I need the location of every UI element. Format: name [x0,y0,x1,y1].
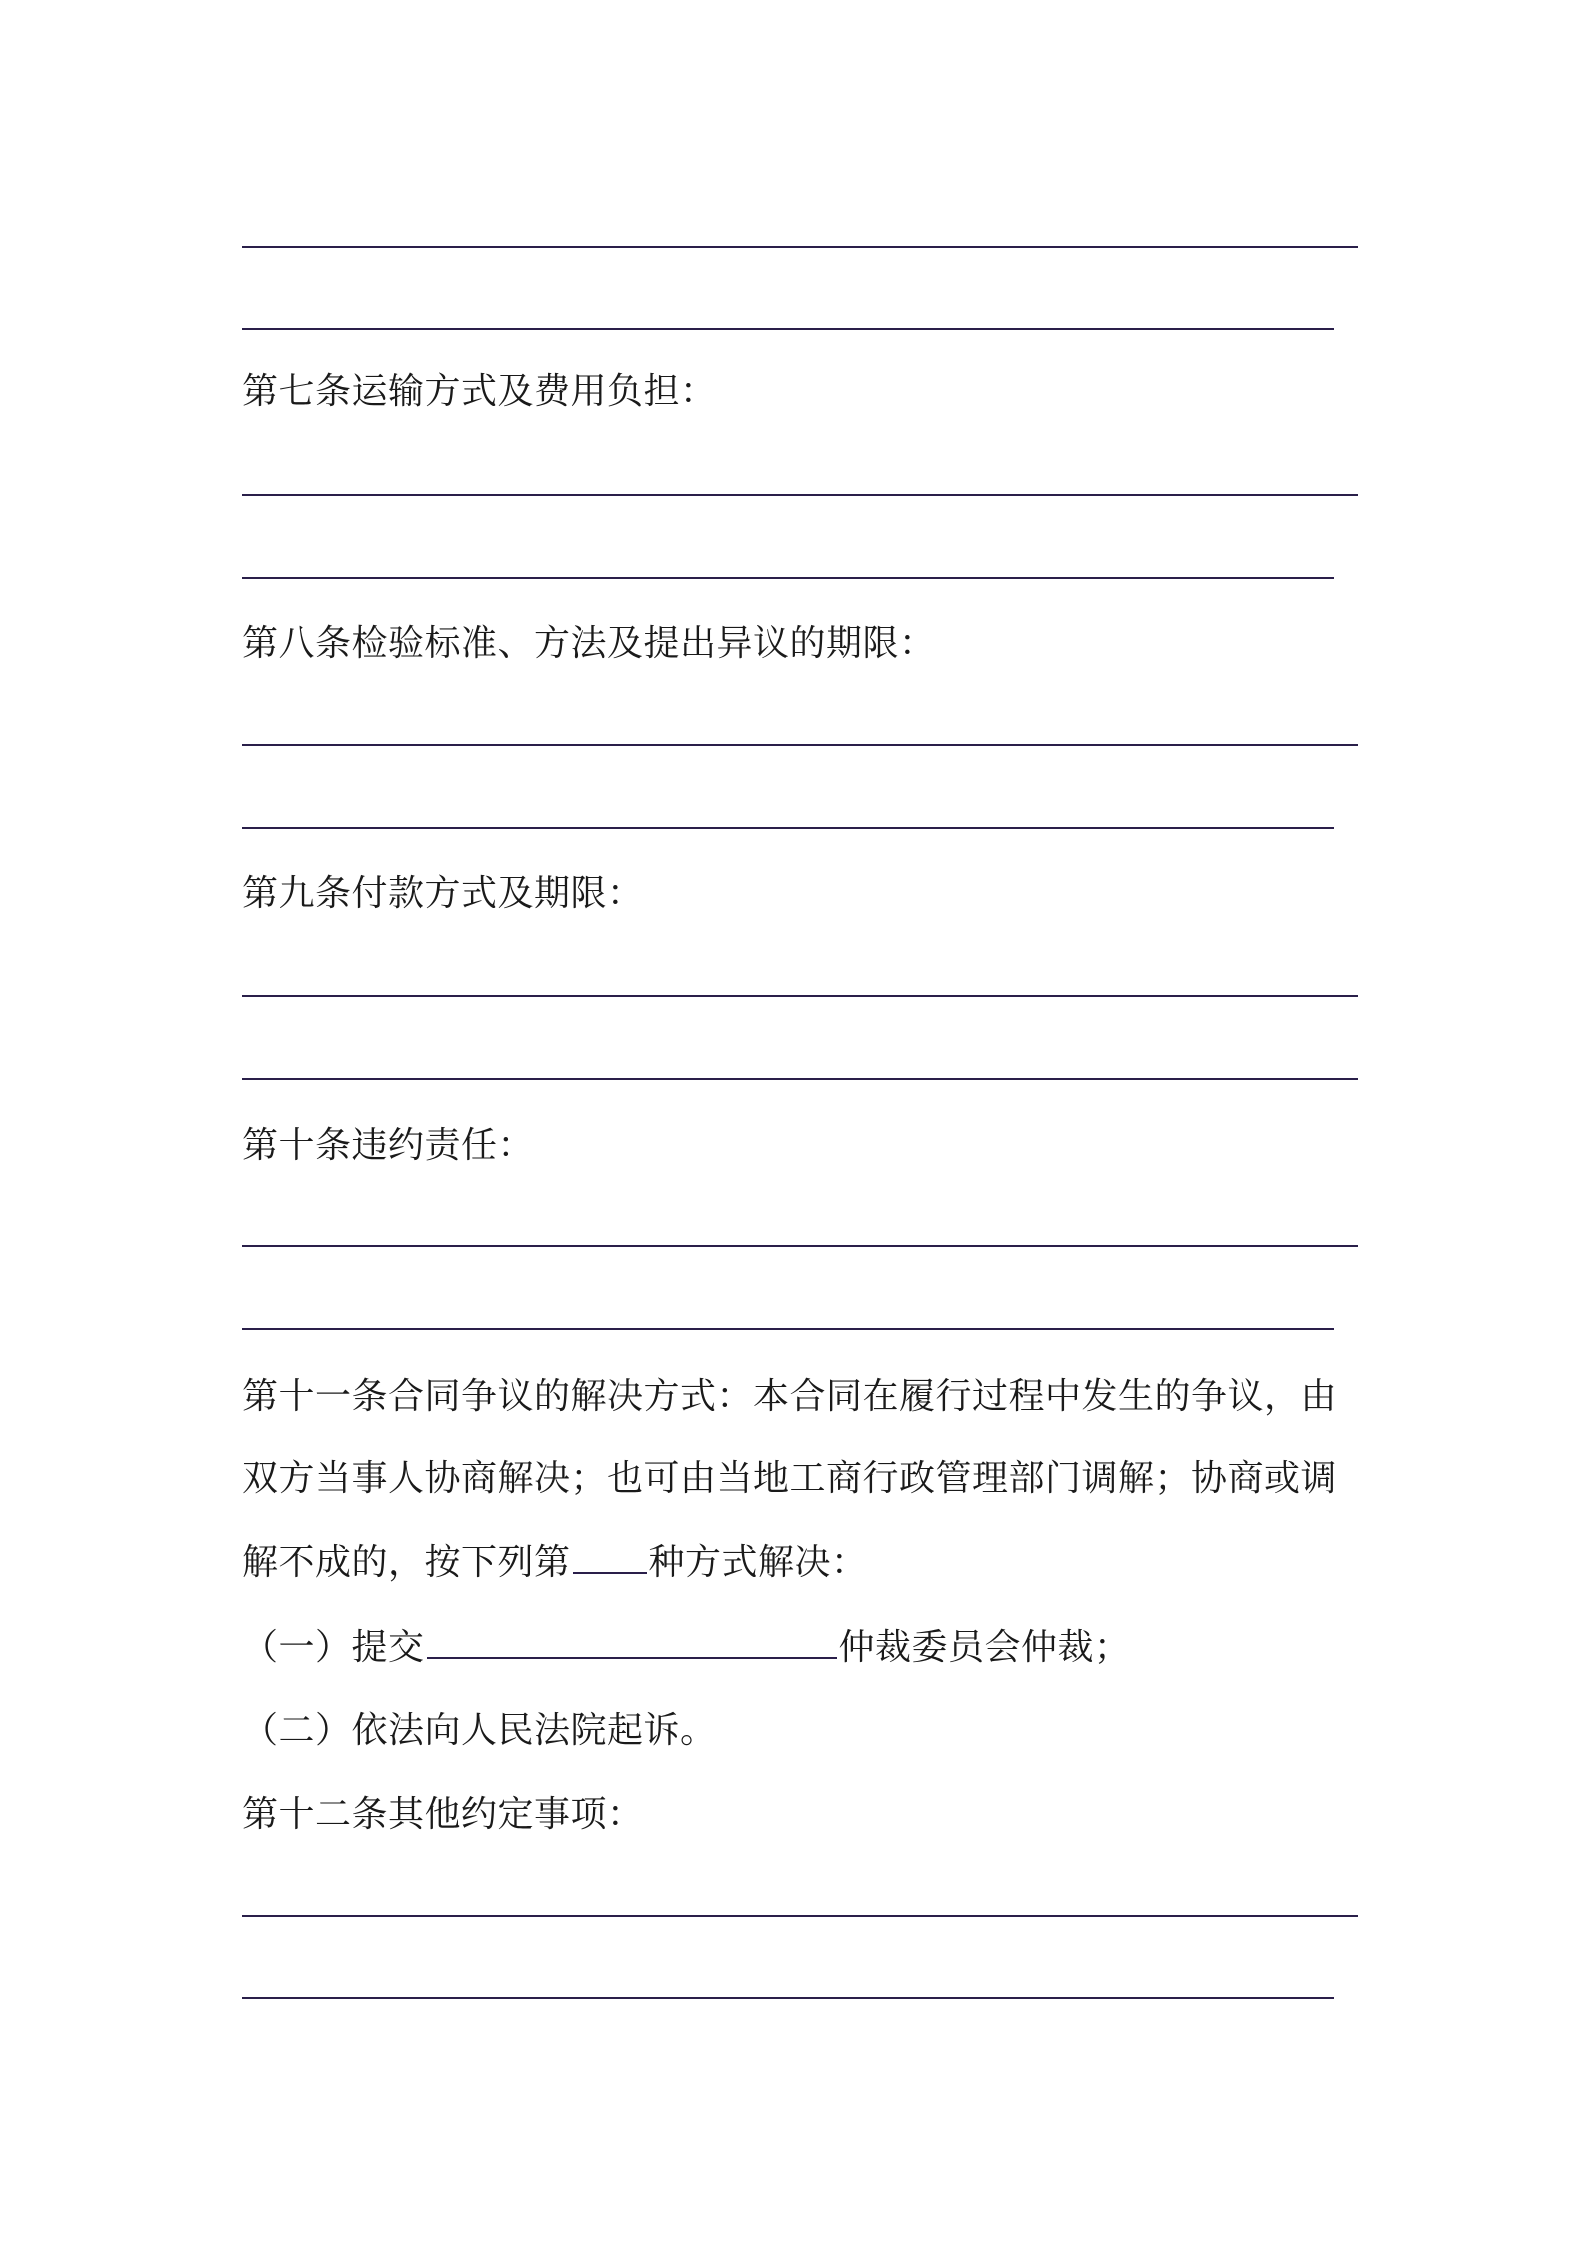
article-11-line-3 [242,1542,868,1583]
option-1 [242,1627,1131,1668]
article-11-line-1: 第十一条合同争议的解决方式：本合同在履行过程中发生的争议，由 [242,1376,1338,1417]
blank-line[interactable] [242,328,1334,330]
option-1-before: （一）提交 [242,1627,425,1668]
choice-number-blank[interactable] [573,1542,647,1574]
article-9-heading: 第九条付款方式及期限： [242,873,644,914]
article-10-heading: 第十条违约责任： [242,1125,535,1166]
blank-line[interactable] [242,1078,1358,1080]
article-8-heading: 第八条检验标准、方法及提出异议的期限： [242,623,936,664]
blank-line[interactable] [242,1997,1334,1999]
blank-line[interactable] [242,1915,1358,1917]
blank-line[interactable] [242,1245,1358,1247]
blank-line[interactable] [242,577,1334,579]
option-1-after: 仲裁委员会仲裁； [838,1627,1131,1668]
option-2: （二）依法向人民法院起诉。 [242,1710,717,1751]
article-12-heading: 第十二条其他约定事项： [242,1794,644,1835]
article-11-line-2: 双方当事人协商解决；也可由当地工商行政管理部门调解；协商或调 [242,1458,1338,1499]
arbitration-committee-blank[interactable] [427,1627,837,1659]
blank-line[interactable] [242,995,1358,997]
blank-line[interactable] [242,744,1358,746]
blank-line[interactable] [242,494,1358,496]
article-11-line-3-before: 解不成的，按下列第 [242,1542,571,1583]
article-11-line-3-after: 种方式解决： [648,1542,868,1583]
blank-line[interactable] [242,827,1334,829]
blank-line[interactable] [242,246,1358,248]
blank-line[interactable] [242,1328,1334,1330]
article-7-heading: 第七条运输方式及费用负担： [242,371,717,412]
